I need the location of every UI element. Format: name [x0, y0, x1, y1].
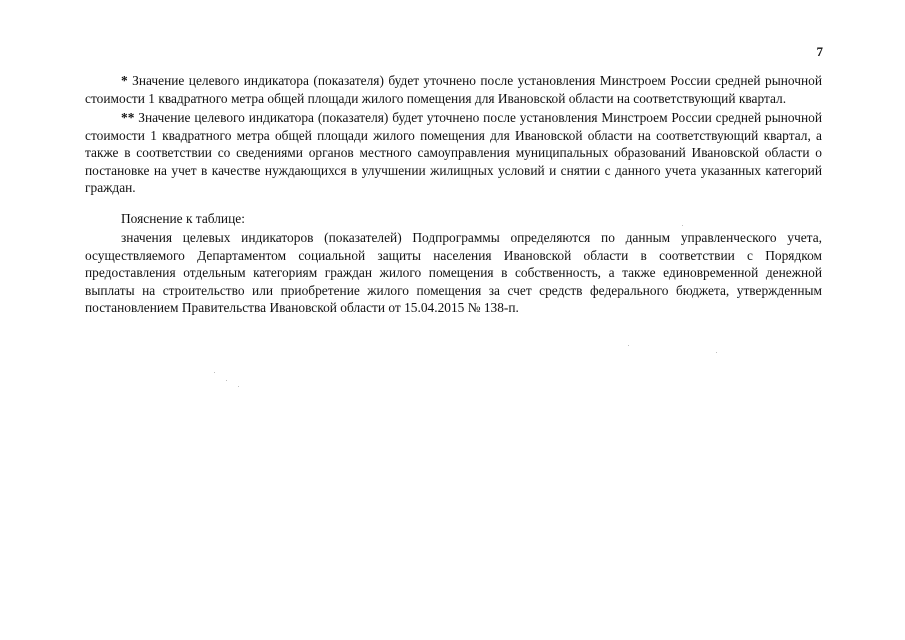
footnote-2 — [85, 109, 822, 197]
scan-speck — [214, 372, 215, 373]
footnote-1 — [85, 72, 822, 107]
scan-speck — [628, 345, 629, 346]
footnote-1-text: Значение целевого индикатора (показателя) будет уточнено после установления Минстроем России средней рыночной стоимости 1 квадратного метра общей площади жилого помещения для Ивановской области на соответствующий квартал. — [85, 73, 822, 106]
explanation-heading: Пояснение к таблице: — [121, 210, 245, 226]
footnote-1-marker: * — [121, 73, 128, 88]
scan-speck — [226, 380, 227, 381]
footnote-2-marker: ** — [121, 110, 135, 125]
explanation-text: значения целевых индикаторов (показателей) Подпрограммы определяются по данным управленческого учета, осуществляемого Департаментом социальной защиты населения Ивановской области в соответствии с Порядком предоставления отдельным категориям граждан жилого помещения в собственность, а также единовременной денежной выплаты на строительство или приобретение жилого помещения за счет средств федерального бюджета, утвержденным постановлением Правительства Ивановской области от 15.04.2015 № 138-п. — [85, 230, 822, 315]
document-body — [85, 72, 822, 319]
scan-speck — [716, 352, 717, 353]
footnote-2-text: Значение целевого индикатора (показателя) будет уточнено после установления Минстроем России средней рыночной стоимости 1 квадратного метра общей площади жилого помещения для Ивановской области на соответствующий квартал, а также в соответствии со сведениями органов местного самоуправления муниципальных образований Ивановской области о постановке на учет в качестве нуждающихся в улучшении жилищных условий и снятии с данного учета указанных категорий граждан. — [85, 110, 822, 195]
page-number: 7 — [816, 44, 823, 59]
scan-speck — [682, 225, 683, 226]
scan-speck — [238, 386, 239, 387]
